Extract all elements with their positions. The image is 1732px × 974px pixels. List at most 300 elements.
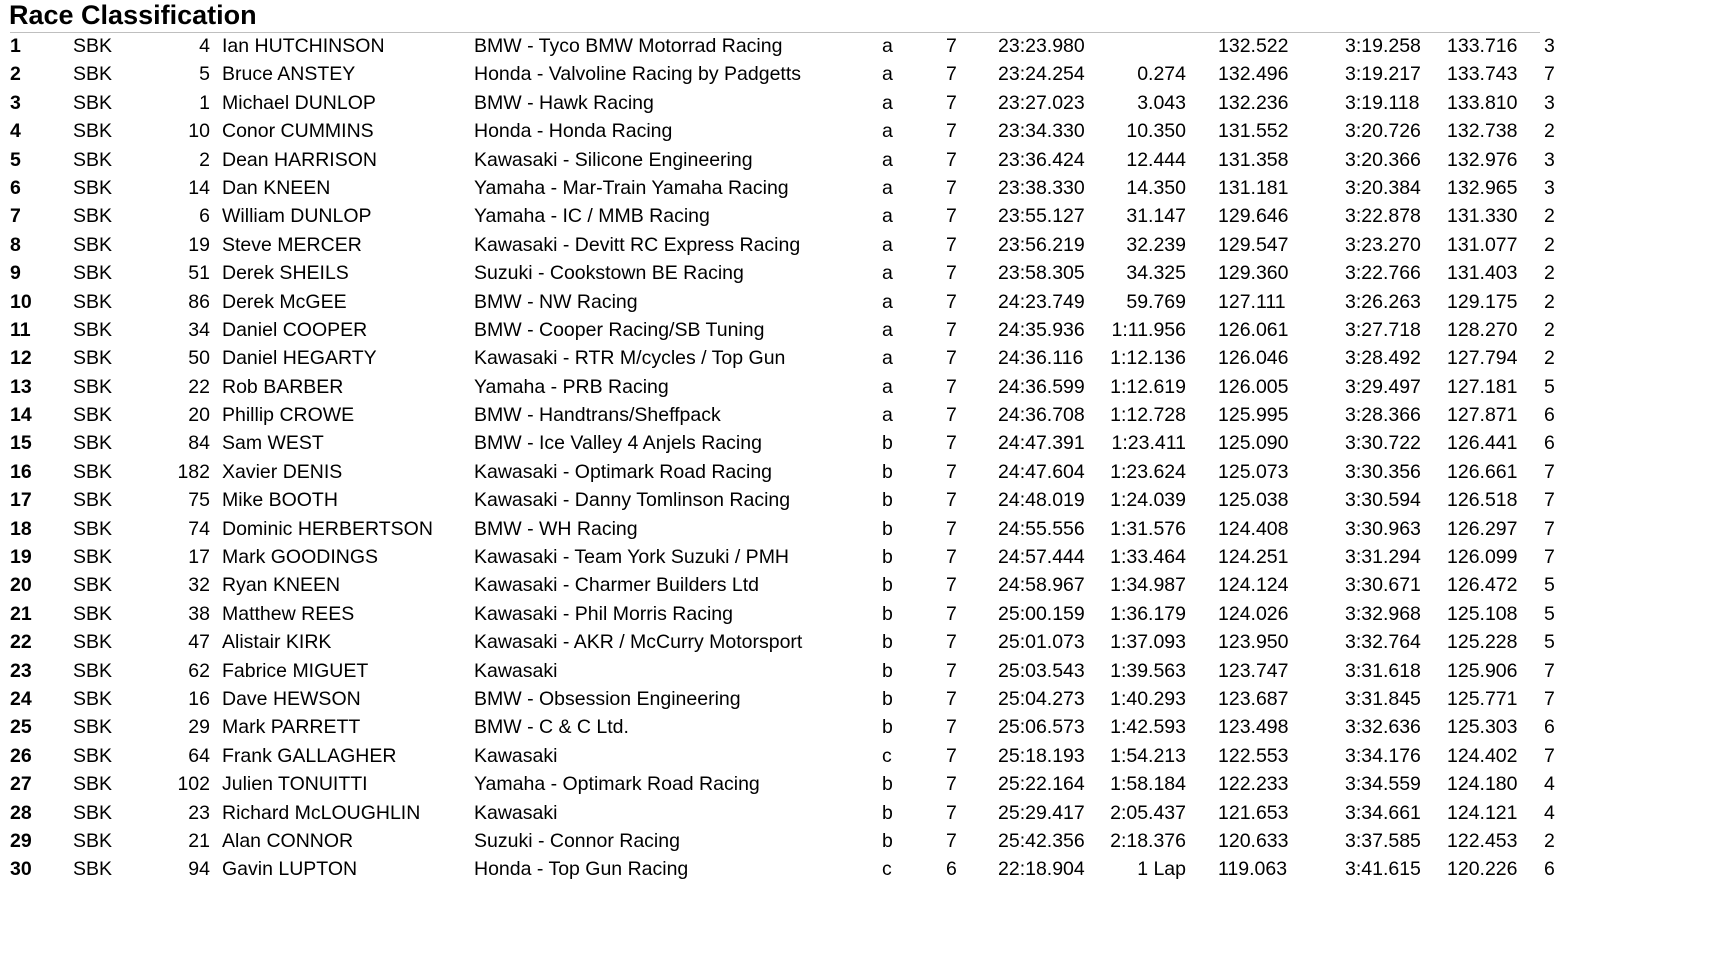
average-speed-cell: 123.747 [1218,659,1289,682]
race-number-cell: 10 [188,120,210,143]
race-time-cell: 25:22.164 [998,773,1085,796]
race-number-cell: 17 [188,546,210,569]
class-cell: SBK [73,375,113,398]
position-cell: 3 [10,91,21,114]
race-number-cell: 38 [188,602,210,625]
class-cell: SBK [73,460,113,483]
group-cell: a [882,233,893,256]
machine-team-cell: BMW - Ice Valley 4 Anjels Racing [474,432,762,455]
best-lap-speed-cell: 127.871 [1447,404,1518,427]
class-cell: SBK [73,432,113,455]
gap-cell: 1:12.728 [1110,404,1186,427]
best-lap-time-cell: 3:37.585 [1345,829,1421,852]
best-lap-speed-cell: 124.402 [1447,744,1518,767]
average-speed-cell: 131.358 [1218,148,1289,171]
gap-cell: 1:31.576 [1110,517,1186,540]
rider-name-cell: Mark PARRETT [222,716,361,739]
position-cell: 25 [10,716,32,739]
laps-cell: 7 [946,744,957,767]
page-title: Race Classification [9,0,257,30]
gap-cell: 34.325 [1126,262,1186,285]
race-time-cell: 24:36.708 [998,404,1085,427]
class-cell: SBK [73,120,113,143]
best-lap-number-cell: 3 [1544,91,1555,114]
race-time-cell: 23:27.023 [998,91,1085,114]
best-lap-speed-cell: 132.976 [1447,148,1518,171]
best-lap-speed-cell: 125.906 [1447,659,1518,682]
best-lap-speed-cell: 133.716 [1447,35,1518,57]
rider-name-cell: Derek McGEE [222,290,347,313]
rider-name-cell: Gavin LUPTON [222,858,358,881]
best-lap-time-cell: 3:23.270 [1345,233,1421,256]
position-cell: 18 [10,517,32,540]
best-lap-number-cell: 4 [1544,773,1555,796]
machine-team-cell: BMW - Obsession Engineering [474,687,741,710]
table-row [0,117,1732,145]
table-row [0,60,1732,88]
table-row [0,401,1732,429]
race-number-cell: 47 [188,631,210,654]
class-cell: SBK [73,773,113,796]
position-cell: 7 [10,205,21,228]
rider-name-cell: Matthew REES [222,602,355,625]
position-cell: 22 [10,631,32,654]
best-lap-speed-cell: 120.226 [1447,858,1518,881]
gap-cell: 1:24.039 [1110,489,1186,512]
best-lap-time-cell: 3:20.384 [1345,176,1421,199]
average-speed-cell: 132.522 [1218,35,1289,57]
table-row [0,373,1732,401]
race-number-cell: 29 [188,716,210,739]
class-cell: SBK [73,290,113,313]
class-cell: SBK [73,517,113,540]
machine-team-cell: Kawasaki - Team York Suzuki / PMH [474,546,790,569]
table-row [0,146,1732,174]
group-cell: a [882,35,893,57]
table-row [0,89,1732,117]
race-time-cell: 25:06.573 [998,716,1085,739]
race-time-cell: 24:48.019 [998,489,1085,512]
table-row [0,571,1732,599]
race-number-cell: 19 [188,233,210,256]
race-time-cell: 23:58.305 [998,262,1085,285]
machine-team-cell: BMW - Cooper Racing/SB Tuning [474,318,765,341]
table-row [0,174,1732,202]
average-speed-cell: 119.063 [1218,858,1288,881]
rider-name-cell: Daniel COOPER [222,318,368,341]
table-row [0,288,1732,316]
best-lap-speed-cell: 132.965 [1447,176,1518,199]
position-cell: 5 [10,148,21,171]
gap-cell: 12.444 [1126,148,1186,171]
table-row [0,231,1732,259]
group-cell: b [882,546,893,569]
class-cell: SBK [73,829,113,852]
average-speed-cell: 129.646 [1218,205,1289,228]
best-lap-number-cell: 6 [1544,404,1555,427]
class-cell: SBK [73,687,113,710]
laps-cell: 7 [946,546,957,569]
best-lap-speed-cell: 125.771 [1447,687,1518,710]
gap-cell: 31.147 [1126,205,1186,228]
average-speed-cell: 131.552 [1218,120,1289,143]
average-speed-cell: 126.005 [1218,375,1289,398]
class-cell: SBK [73,262,113,285]
gap-cell: 1:23.624 [1110,460,1186,483]
race-number-cell: 62 [188,659,210,682]
rider-name-cell: Michael DUNLOP [222,91,376,114]
position-cell: 9 [10,262,21,285]
best-lap-time-cell: 3:31.618 [1345,659,1421,682]
average-speed-cell: 124.026 [1218,602,1289,625]
rider-name-cell: Conor CUMMINS [222,120,374,143]
table-row [0,855,1732,883]
laps-cell: 7 [946,801,957,824]
gap-cell: 1 Lap [1137,858,1186,881]
race-time-cell: 25:42.356 [998,829,1085,852]
gap-cell: 32.239 [1126,233,1186,256]
best-lap-time-cell: 3:19.118 [1345,91,1420,114]
position-cell: 11 [10,318,31,341]
race-number-cell: 22 [188,375,210,398]
class-cell: SBK [73,91,113,114]
race-time-cell: 24:57.444 [998,546,1085,569]
position-cell: 8 [10,233,21,256]
table-row [0,202,1732,230]
gap-cell: 59.769 [1126,290,1186,313]
machine-team-cell: BMW - C & C Ltd. [474,716,629,739]
average-speed-cell: 123.687 [1218,687,1289,710]
group-cell: a [882,176,893,199]
best-lap-number-cell: 5 [1544,631,1555,654]
machine-team-cell: Kawasaki [474,659,558,682]
race-number-cell: 102 [177,773,210,796]
position-cell: 24 [10,687,32,710]
machine-team-cell: Yamaha - IC / MMB Racing [474,205,710,228]
classification-table [0,32,1732,884]
class-cell: SBK [73,574,113,597]
average-speed-cell: 125.995 [1218,404,1289,427]
best-lap-speed-cell: 127.794 [1447,347,1518,370]
position-cell: 12 [10,347,32,370]
best-lap-number-cell: 7 [1544,517,1555,540]
best-lap-speed-cell: 125.108 [1447,602,1518,625]
race-time-cell: 24:36.599 [998,375,1085,398]
best-lap-number-cell: 2 [1544,262,1555,285]
best-lap-number-cell: 4 [1544,801,1555,824]
best-lap-number-cell: 2 [1544,290,1555,313]
position-cell: 17 [10,489,32,512]
best-lap-number-cell: 3 [1544,35,1555,57]
race-number-cell: 51 [188,262,210,285]
position-cell: 30 [10,858,32,881]
best-lap-number-cell: 3 [1544,176,1555,199]
rider-name-cell: Ryan KNEEN [222,574,341,597]
best-lap-number-cell: 2 [1544,347,1555,370]
class-cell: SBK [73,744,113,767]
gap-cell: 2:05.437 [1110,801,1186,824]
race-time-cell: 23:38.330 [998,176,1085,199]
race-number-cell: 14 [188,176,210,199]
race-time-cell: 24:36.116 [998,347,1084,370]
average-speed-cell: 125.090 [1218,432,1289,455]
best-lap-speed-cell: 129.175 [1447,290,1518,313]
race-number-cell: 50 [188,347,210,370]
best-lap-number-cell: 7 [1544,489,1555,512]
gap-cell: 1:12.619 [1110,375,1186,398]
position-cell: 15 [10,432,32,455]
average-speed-cell: 129.547 [1218,233,1289,256]
laps-cell: 7 [946,205,957,228]
best-lap-time-cell: 3:30.356 [1345,460,1421,483]
race-time-cell: 23:24.254 [998,63,1085,86]
machine-team-cell: Kawasaki - Danny Tomlinson Racing [474,489,791,512]
gap-cell: 1:33.464 [1110,546,1186,569]
gap-cell: 1:58.184 [1110,773,1186,796]
group-cell: b [882,687,893,710]
race-time-cell: 25:03.543 [998,659,1085,682]
position-cell: 27 [10,773,32,796]
group-cell: a [882,148,893,171]
group-cell: b [882,716,893,739]
class-cell: SBK [73,659,113,682]
race-number-cell: 75 [188,489,210,512]
table-row [0,259,1732,287]
best-lap-number-cell: 7 [1544,546,1555,569]
race-number-cell: 20 [188,404,210,427]
laps-cell: 7 [946,35,957,57]
rider-name-cell: Mike BOOTH [222,489,338,512]
rider-name-cell: Sam WEST [222,432,324,455]
race-time-cell: 25:00.159 [998,602,1085,625]
best-lap-time-cell: 3:32.764 [1345,631,1421,654]
laps-cell: 7 [946,773,957,796]
best-lap-time-cell: 3:19.217 [1345,63,1421,86]
rider-name-cell: Dean HARRISON [222,148,377,171]
best-lap-speed-cell: 126.518 [1447,489,1518,512]
group-cell: b [882,602,893,625]
race-time-cell: 23:36.424 [998,148,1085,171]
average-speed-cell: 125.073 [1218,460,1289,483]
gap-cell: 1:37.093 [1110,631,1186,654]
laps-cell: 7 [946,716,957,739]
best-lap-number-cell: 6 [1544,716,1555,739]
laps-cell: 7 [946,120,957,143]
gap-cell: 2:18.376 [1110,829,1186,852]
machine-team-cell: Kawasaki - Charmer Builders Ltd [474,574,760,597]
best-lap-speed-cell: 133.743 [1447,63,1518,86]
rider-name-cell: Derek SHEILS [222,262,349,285]
class-cell: SBK [73,347,113,370]
rider-name-cell: Daniel HEGARTY [222,347,377,370]
machine-team-cell: BMW - Handtrans/Sheffpack [474,404,721,427]
rider-name-cell: Frank GALLAGHER [222,744,397,767]
best-lap-number-cell: 2 [1544,233,1555,256]
race-number-cell: 182 [177,460,210,483]
best-lap-time-cell: 3:34.559 [1345,773,1421,796]
machine-team-cell: Suzuki - Cookstown BE Racing [474,262,744,285]
best-lap-time-cell: 3:20.366 [1345,148,1421,171]
best-lap-time-cell: 3:30.963 [1345,517,1421,540]
race-number-cell: 5 [199,63,210,86]
race-number-cell: 84 [188,432,210,455]
table-row [0,429,1732,457]
race-time-cell: 23:56.219 [998,233,1085,256]
position-cell: 16 [10,460,32,483]
gap-cell: 10.350 [1126,120,1186,143]
best-lap-speed-cell: 124.121 [1447,801,1518,824]
laps-cell: 7 [946,432,957,455]
machine-team-cell: Kawasaki - RTR M/cycles / Top Gun [474,347,786,370]
best-lap-number-cell: 6 [1544,858,1555,881]
best-lap-speed-cell: 133.810 [1447,91,1518,114]
group-cell: a [882,120,893,143]
table-row [0,458,1732,486]
gap-cell: 1:40.293 [1110,687,1186,710]
table-row [0,344,1732,372]
class-cell: SBK [73,801,113,824]
race-time-cell: 24:23.749 [998,290,1085,313]
best-lap-speed-cell: 126.661 [1447,460,1518,483]
race-time-cell: 23:23.980 [998,35,1085,57]
machine-team-cell: Kawasaki [474,801,558,824]
average-speed-cell: 127.111 [1218,290,1286,313]
laps-cell: 7 [946,233,957,256]
best-lap-speed-cell: 126.297 [1447,517,1518,540]
race-time-cell: 24:35.936 [998,318,1085,341]
table-row [0,770,1732,798]
position-cell: 21 [10,602,32,625]
race-time-cell: 24:55.556 [998,517,1085,540]
laps-cell: 7 [946,631,957,654]
group-cell: a [882,91,893,114]
best-lap-number-cell: 7 [1544,744,1555,767]
group-cell: b [882,773,893,796]
laps-cell: 7 [946,460,957,483]
laps-cell: 7 [946,63,957,86]
laps-cell: 6 [946,858,957,881]
table-row [0,713,1732,741]
gap-cell: 1:54.213 [1110,744,1186,767]
best-lap-number-cell: 2 [1544,205,1555,228]
laps-cell: 7 [946,375,957,398]
best-lap-number-cell: 6 [1544,432,1555,455]
race-time-cell: 23:55.127 [998,205,1085,228]
laps-cell: 7 [946,602,957,625]
best-lap-speed-cell: 132.738 [1447,120,1518,143]
group-cell: b [882,631,893,654]
group-cell: c [882,744,892,767]
best-lap-speed-cell: 125.228 [1447,631,1518,654]
best-lap-time-cell: 3:34.661 [1345,801,1421,824]
race-number-cell: 6 [199,205,210,228]
machine-team-cell: Kawasaki [474,744,558,767]
race-number-cell: 1 [199,91,210,114]
laps-cell: 7 [946,659,957,682]
class-cell: SBK [73,631,113,654]
best-lap-time-cell: 3:30.722 [1345,432,1421,455]
group-cell: b [882,801,893,824]
group-cell: b [882,659,893,682]
laps-cell: 7 [946,489,957,512]
race-time-cell: 25:29.417 [998,801,1085,824]
best-lap-time-cell: 3:28.492 [1345,347,1421,370]
average-speed-cell: 132.496 [1218,63,1289,86]
table-row [0,742,1732,770]
class-cell: SBK [73,63,113,86]
best-lap-number-cell: 2 [1544,120,1555,143]
gap-cell: 1:34.987 [1110,574,1186,597]
race-number-cell: 4 [199,35,210,57]
average-speed-cell: 121.653 [1218,801,1289,824]
laps-cell: 7 [946,290,957,313]
average-speed-cell: 126.046 [1218,347,1289,370]
laps-cell: 7 [946,517,957,540]
rider-name-cell: Dominic HERBERTSON [222,517,433,540]
best-lap-speed-cell: 131.077 [1447,233,1518,256]
best-lap-time-cell: 3:27.718 [1345,318,1421,341]
race-number-cell: 21 [188,829,210,852]
machine-team-cell: Yamaha - PRB Racing [474,375,669,398]
gap-cell: 1:12.136 [1110,347,1186,370]
group-cell: b [882,517,893,540]
best-lap-speed-cell: 125.303 [1447,716,1518,739]
race-time-cell: 25:18.193 [998,744,1085,767]
race-time-cell: 24:58.967 [998,574,1085,597]
rider-name-cell: Dave HEWSON [222,687,361,710]
class-cell: SBK [73,205,113,228]
average-speed-cell: 122.553 [1218,744,1289,767]
race-time-cell: 22:18.904 [998,858,1085,881]
race-number-cell: 23 [188,801,210,824]
best-lap-time-cell: 3:30.671 [1345,574,1421,597]
best-lap-speed-cell: 131.330 [1447,205,1518,228]
rider-name-cell: Phillip CROWE [222,404,355,427]
group-cell: a [882,347,893,370]
laps-cell: 7 [946,148,957,171]
best-lap-speed-cell: 126.099 [1447,546,1518,569]
best-lap-number-cell: 5 [1544,602,1555,625]
race-number-cell: 86 [188,290,210,313]
rider-name-cell: Alistair KIRK [222,631,332,654]
best-lap-time-cell: 3:31.294 [1345,546,1421,569]
machine-team-cell: Suzuki - Connor Racing [474,829,680,852]
machine-team-cell: Kawasaki - Silicone Engineering [474,148,753,171]
laps-cell: 7 [946,176,957,199]
rider-name-cell: Xavier DENIS [222,460,343,483]
laps-cell: 7 [946,404,957,427]
gap-cell: 1:39.563 [1110,659,1186,682]
position-cell: 19 [10,546,32,569]
machine-team-cell: Honda - Honda Racing [474,120,673,143]
best-lap-number-cell: 7 [1544,687,1555,710]
group-cell: a [882,404,893,427]
rider-name-cell: Ian HUTCHINSON [222,35,385,57]
race-number-cell: 64 [188,744,210,767]
table-row [0,486,1732,514]
rider-name-cell: Mark GOODINGS [222,546,379,569]
race-number-cell: 2 [199,148,210,171]
best-lap-speed-cell: 122.453 [1447,829,1518,852]
machine-team-cell: Honda - Valvoline Racing by Padgetts [474,63,801,86]
position-cell: 28 [10,801,32,824]
position-cell: 1 [10,35,21,57]
average-speed-cell: 132.236 [1218,91,1289,114]
position-cell: 4 [10,120,21,143]
best-lap-speed-cell: 127.181 [1447,375,1518,398]
best-lap-number-cell: 7 [1544,659,1555,682]
machine-team-cell: Kawasaki - Phil Morris Racing [474,602,733,625]
